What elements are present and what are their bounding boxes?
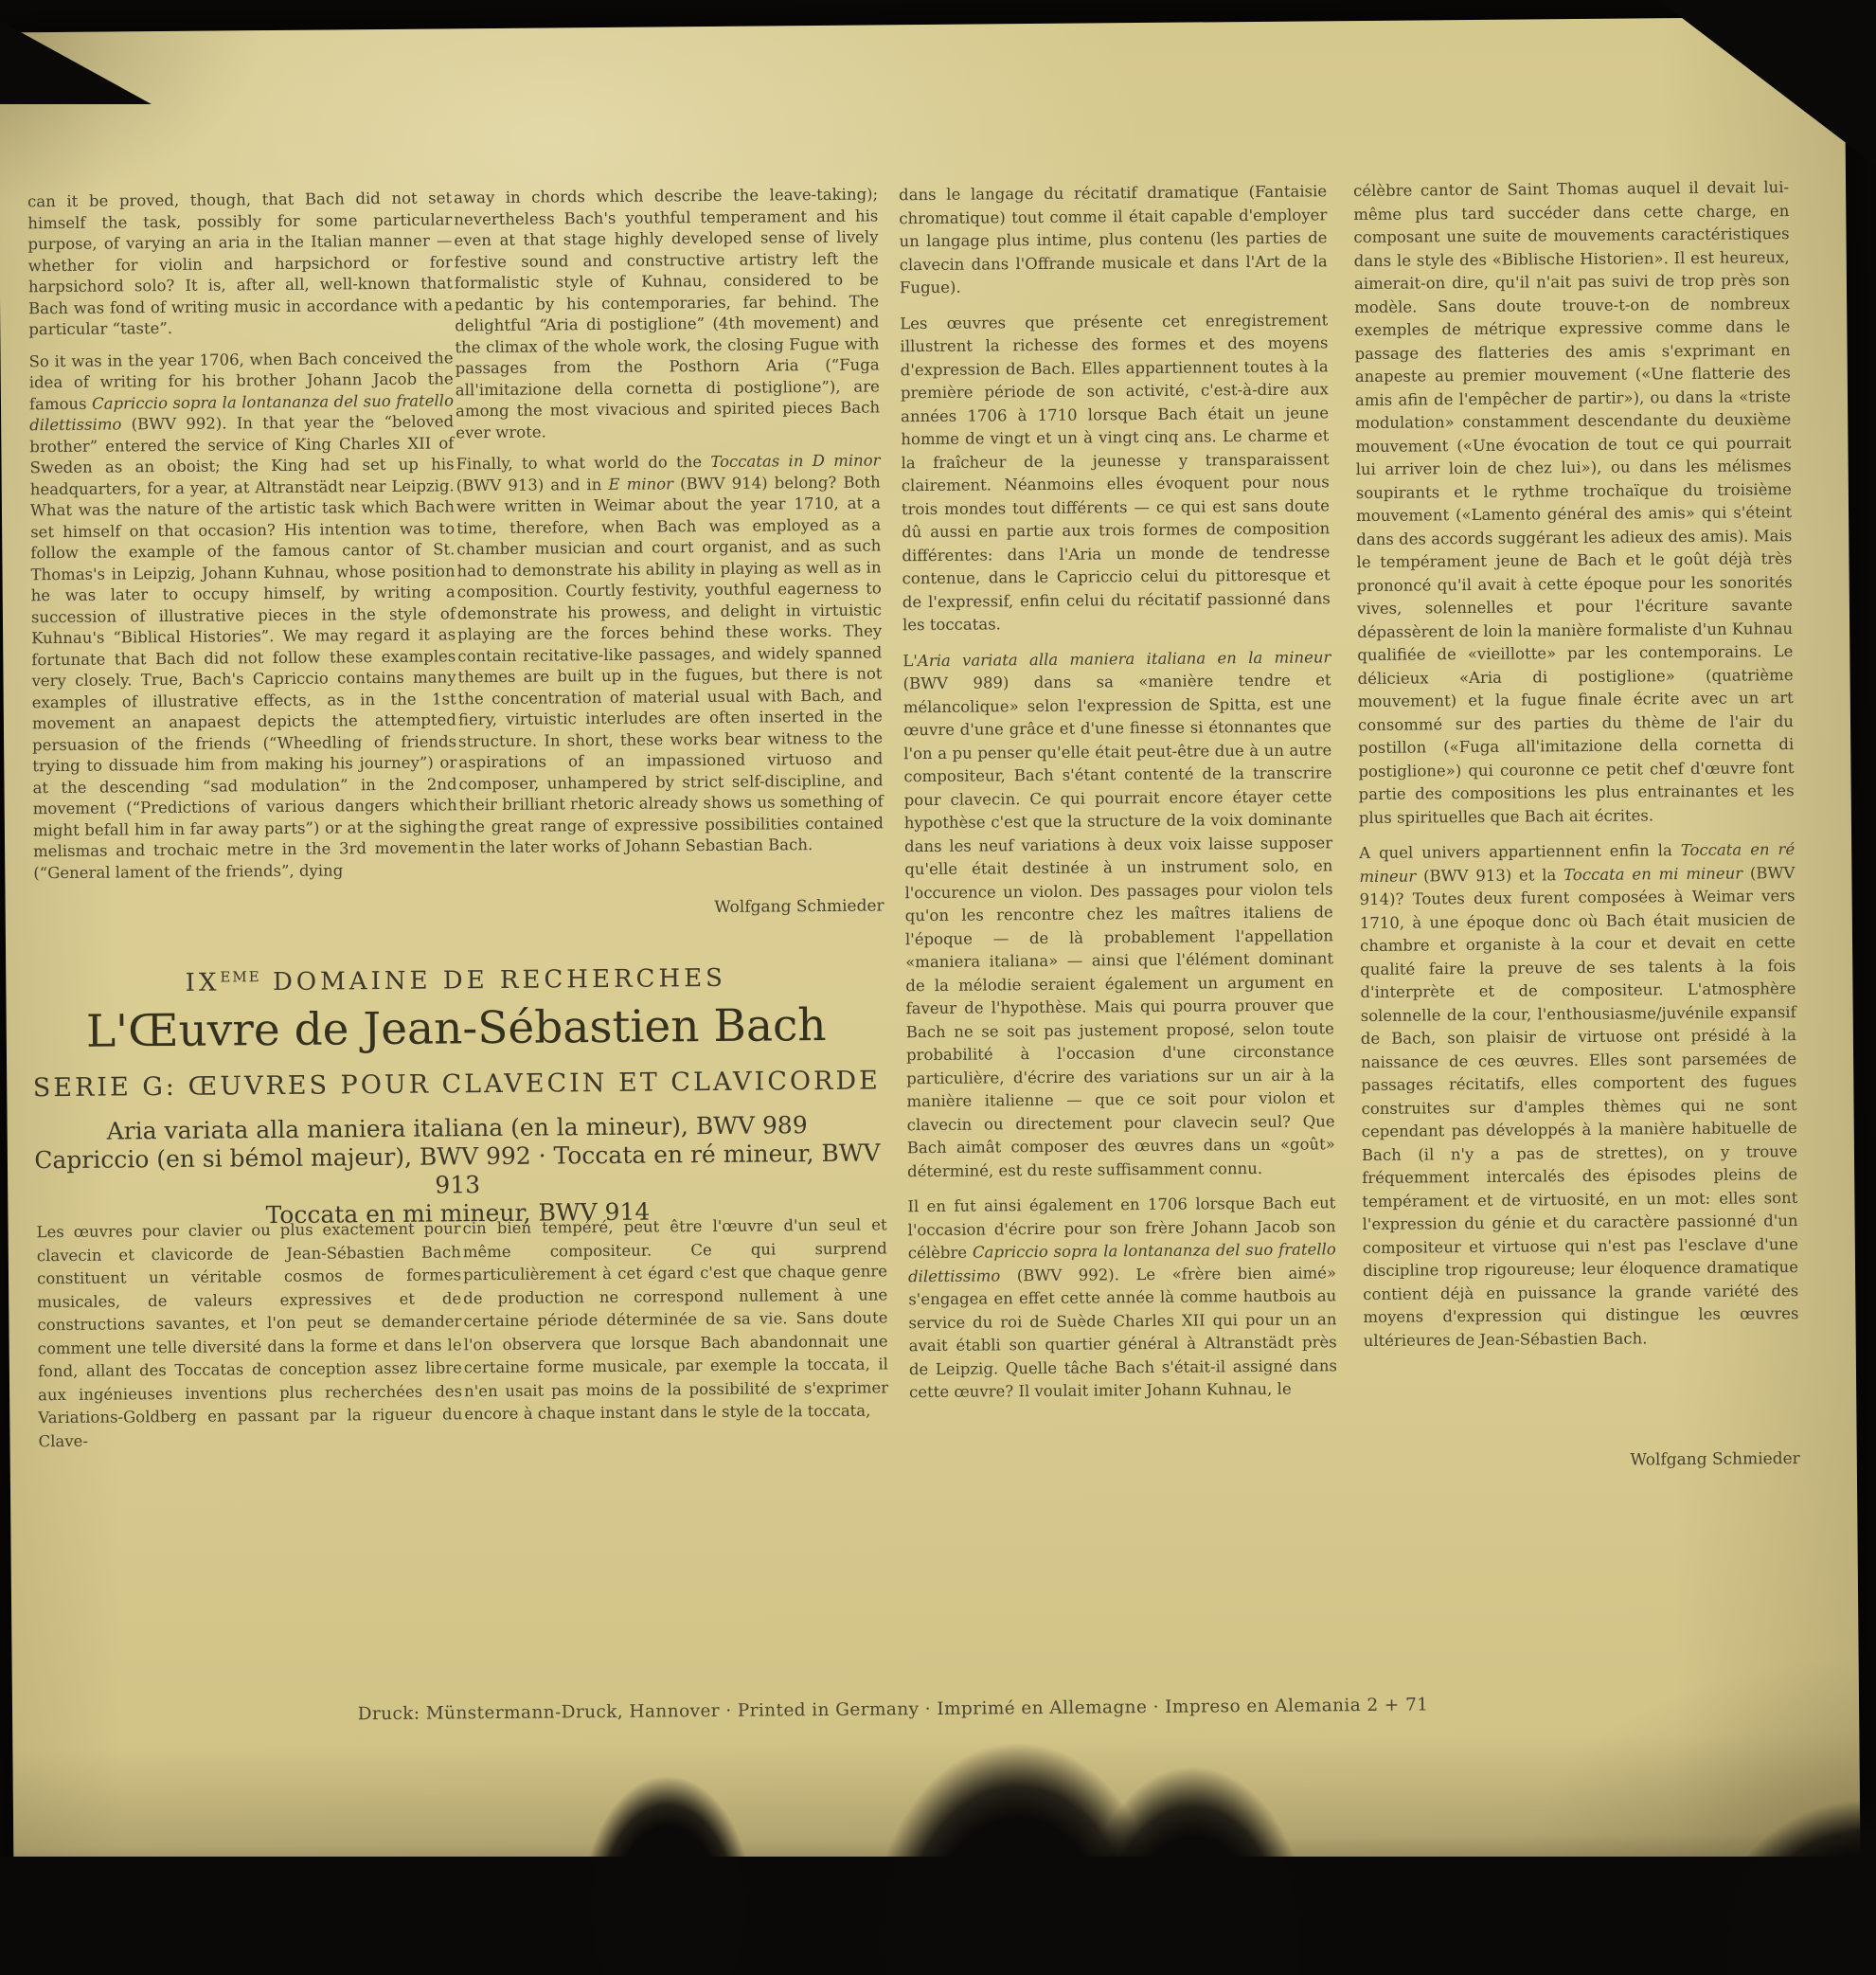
french-intro-column-1: Les œuvres pour clavier ou plus exactement pour clavecin et clavicorde de Jean-Sébastien Bach constituent un véritable cosmos de formes musicales, de valeurs expressives et de constructions savantes, et l'on peut se demander comment une telle diversité dans la forme et dans le fond, allant des Toccatas de conception assez libre aux ingénieuses inventions plus recherchées des Variations-Goldberg en passant par la rigueur du Clave- <box>36 1219 463 1450</box>
print-imprint: Druck: Münstermann-Druck, Hannover · Printed in Germany · Imprimé en Allemagne · Impreso en Alemania 2 + 71 <box>357 1695 1429 1725</box>
finger-shadow-1 <box>582 1776 753 1975</box>
series-kicker-superscript: EME <box>220 968 261 986</box>
work-line-3: Toccata en mi mineur, BWV 914 <box>265 1197 651 1230</box>
french-intro-column-2: cin bien tempéré, peut être l'œuvre d'un seul et même compositeur. Ce qui surprend particulièrement à cet égard c'est que chaque genre de production ne correspond nullement à une certaine période déterminée de sa vie. Sans doute l'on observera que lorsque Bach abandonnait une certaine forme musicale, par exemple la toccata, il n'en usait pas moins de la possibilité de s'exprimer encore à chaque instant dans le style de la toccata, <box>462 1215 889 1424</box>
section-title-block <box>29 962 884 1231</box>
french-column-2: célèbre cantor de Saint Thomas auquel il devait lui-même plus tard succéder dans cette charge, en composant une suite de mouvements caractéristiques dans le style des «Biblische Historien». Il est heureux, aimerait-on dire, qu'il n'ait pas suivi de trop près son modèle. Sans doute trouve-t-on de nombreux exemples de métrique expressive comme dans le passage des flatteries des amis s'exprimant en anapeste au premier mouvement («Une flatterie des amis afin de l'empêcher de partir»), ou dans la «triste modulation» constamment descendante du deuxième mouvement («Une évocation de tout ce qui pourrait lui arriver loin de chez lui»), ou dans les mélismes soupirants et le rythme trochaïque du troisième mouvement («Lamento général des amis» qui s'éteint dans des accords suggérant les adieux des amis). Mais le tempérament jeune de Bach et le goût déjà très prononcé qu'il avait à cette époque pour les sonorités vives, solennelles et pour l'écriture savante dépassèrent de loin la manière formaliste d'un Kuhnau qualifiée de «vieillotte» par les contemporains. Le délicieux «Aria di postiglione» (quatrième mouvement) et la fugue finale écrite avec un art consommé sur des parties du thème de l'air du postillon («Fuga all'imitazione della cornetta di postiglione») qui couronne ce petit chef d'œuvre font partie des compositions les plus entrainantes et les plus spirituelles que Bach ait écrites. A quel univers appartiennent enfin la Toccata en ré mineur (BWV 913) et la Toccata en mi mineur (BWV 914)? Toutes deux furent composées à Weimar vers 1710, à une époque donc où Bach était musicien de chambre et organiste à la cour et devait en cette qualité faire la preuve de ses talents à la fois d'interprète et de compositeur. L'atmosphère solennelle de la cour, l'enthousiasme/juvénile expansif de Bach, son plaisir de virtuose ont présidé à la naissance de ces œuvres. Elles sont parsemées de passages récitatifs, elles comportent des fugues construites sur d'amples thèmes qui ne sont cependant pas développés à la manière habituelle de Bach (il n'y a pas de strettes), on y trouve fréquemment intercalés des épisodes pleins de tempérament et de virtuosité, en un mot: elles sont l'expression du génie et du caractère passionné d'un compositeur et virtuose qui n'est pas l'esclave d'une discipline trop rigoureuse; leur éloquence dramatique contient déjà en puissance la grande variété des moyens d'expression qui distingue les œuvres ultérieures de Jean-Sébastien Bach. <box>1352 178 1799 1350</box>
work-line-2: Capriccio (en si bémol majeur), BWV 992 · Toccata en ré mineur, BWV 913 <box>34 1139 881 1199</box>
finger-shadow-3 <box>1075 1767 1312 1975</box>
series-kicker-rest: DOMAINE DE RECHERCHES <box>260 963 727 997</box>
english-column-2: away in chords which describe the leave-taking); nevertheless Bach's youthful temperament and his even at that stage highly developed sense of lively festive sound and constructive artistry left the formalistic style of Kuhnau, considered to be pedantic by his contemporaries, far behind. The delightful “Aria di postiglione” (4th movement) and the climax of the whole work, the closing Fugue with passages from the Posthorn Aria (“Fuga all'imitazione della cornetta di postiglione”), are among the most vivacious and spirited pieces Bach ever wrote. Finally, to what world do the Toccatas in D minor (BWV 913) and in E minor (BWV 914) belong? Both were written in Weimar about the year 1710, at a time, therefore, when Bach was employed as a chamber musician and court organist, and as such had to demonstrate his ability in playing as well as in composition. Courtly festivity, youthful eagerness to demonstrate his prowess, and delight in virtuistic playing are the forces behind these works. They contain recitative-like passages, and widely spanned themes are built up in the fugues, but there is not the concentration of material usual with Bach, and fiery, virtuistic interludes are often inserted in the structure. In short, these works bear witness to the aspirations of an impassioned virtuoso and composer, unhampered by strict self-discipline, and their brilliant rhetoric already shows us something of the great range of expressive possibilities contained in the later works of Johann Sebastian Bach. <box>454 185 884 857</box>
album-back-cover <box>0 17 1860 1873</box>
series-kicker-prefix: IX <box>185 968 221 997</box>
work-list <box>31 1110 884 1231</box>
work-line-1: Aria variata alla maniera italiana (en la mineur), BWV 989 <box>106 1111 808 1145</box>
series-subtitle: SERIE G: ŒUVRES POUR CLAVECIN ET CLAVICORDE <box>32 1066 881 1104</box>
english-column-1: can it be proved, though, that Bach did not set himself the task, possibly for some particular purpose, of varying an aria in the Italian manner — whether for violin and harpsichord or for harpsichord solo? It is, after all, well-known that Bach was fond of writing music in accordance with a particular “taste”. So it was in the year 1706, when Bach conceived the idea of writing for his brother Johann Jacob the famous Capriccio sopra la lontananza del suo fratello dilettissimo (BWV 992). In that year the “beloved brother” entered the service of King Charles XII of Sweden as an oboist; the King had set up his headquarters, for a year, at Altranstädt near Leipzig. What was the nature of the artistic task which Bach set himself on that occasion? His intention was to follow the example of the famous cantor of St. Thomas's in Leipzig, Johann Kuhnau, whose position he was later to occupy himself, by writing a succession of illustrative pieces in the style of Kuhnau's “Biblical Histories”. We may regard it as fortunate that Bach did not follow these examples very closely. True, Bach's Capriccio contains many examples of illustrative effects, as in the 1st movement an anapaest depicts the attempted persuasion of the friends (“Wheedling of friends trying to dissuade him from making his journey”) or at the descending “sad modulation” in the 2nd movement (“Predictions of various dangers which might befall him in far away parts”) or at the sighing melismas and trochaic metre in the 3rd movement (“General lament of the friends”, dying <box>27 189 458 882</box>
french-column-1: dans le langage du récitatif dramatique (Fantaisie chromatique) tout comme il était capable d'employer un langage plus intime, plus contenu (les parties de clavecin dans l'Offrande musicale et dans l'Art de la Fugue). Les œuvres que présente cet enregistrement illustrent la richesse des formes et des moyens d'expression de Bach. Elles appartiennent toutes à la première période de son activité, c'est-à-dire aux années 1706 à 1710 lorsque Bach était un jeune homme de vingt et un à vingt cinq ans. Le charme et la fraîcheur de la jeunesse y transparaissent clairement. Néanmoins elles évoquent pour nous trois mondes tout différents — ce qui est sans doute dû aussi en partie aux trois formes de composition différentes: dans l'Aria un monde de tendresse contenue, dans le Capriccio celui du pittoresque et de l'expressif, enfin celui du récitatif passionné dans les toccatas. L'Aria variata alla maniera italiana en la mineur (BWV 989) dans sa «manière tendre et mélancolique» selon l'expression de Spitta, est une œuvre d'une grâce et d'une finesse si étonnantes que l'on a pu penser qu'elle était peut-être due à un autre compositeur, Bach s'étant contenté de la transcrire pour clavecin. Ce qui pourrait encore étayer cette hypothèse c'est que la structure de la voix dominante dans les neuf variations à deux voix laisse supposer qu'elle était destinée à un instrument solo, en l'occurence un violon. Des passages pour violon tels qu'on les rencontre chez les maîtres italiens de l'époque — de là probablement l'appellation «maniera italiana» — ainsi que l'élément dominant de la mélodie seraient également un argument en faveur de l'hypothèse. Mais qui pourra prouver que Bach ne se soit pas justement proposé, selon toute probabilité à l'occasion d'une circonstance particulière, d'écrire des variations sur un air à la manière italienne — que ce soit pour violon et clavecin ou directement pour clavecin seul? Que Bach aimât composer des œuvres dans un «goût» déterminé, est du reste suffisamment connu. Il en fut ainsi également en 1706 lorsque Bach eut l'occasion d'écrire pour son frère Johann Jacob son célèbre Capriccio sopra la lontananza del suo fratello dilettissimo (BWV 992). Le «frère bien aimé» s'engagea en effet cette année là comme hautbois au service du roi de Suède Charles XII qui pour un an avait établi son quartier général à Altranstädt près de Leipzig. Quelle tâche Bach s'était-il assigné dans cette œuvre? Il voulait imiter Johann Kuhnau, le <box>899 182 1337 1402</box>
author-signature-english: Wolfgang Schmieder <box>714 896 884 917</box>
series-kicker <box>29 962 882 998</box>
album-title: L'Œuvre de Jean-Sébastien Bach <box>85 998 827 1058</box>
photo-corner-shadow-bottom-right <box>1714 1800 1876 1975</box>
author-signature-french: Wolfgang Schmieder <box>1630 1448 1800 1470</box>
